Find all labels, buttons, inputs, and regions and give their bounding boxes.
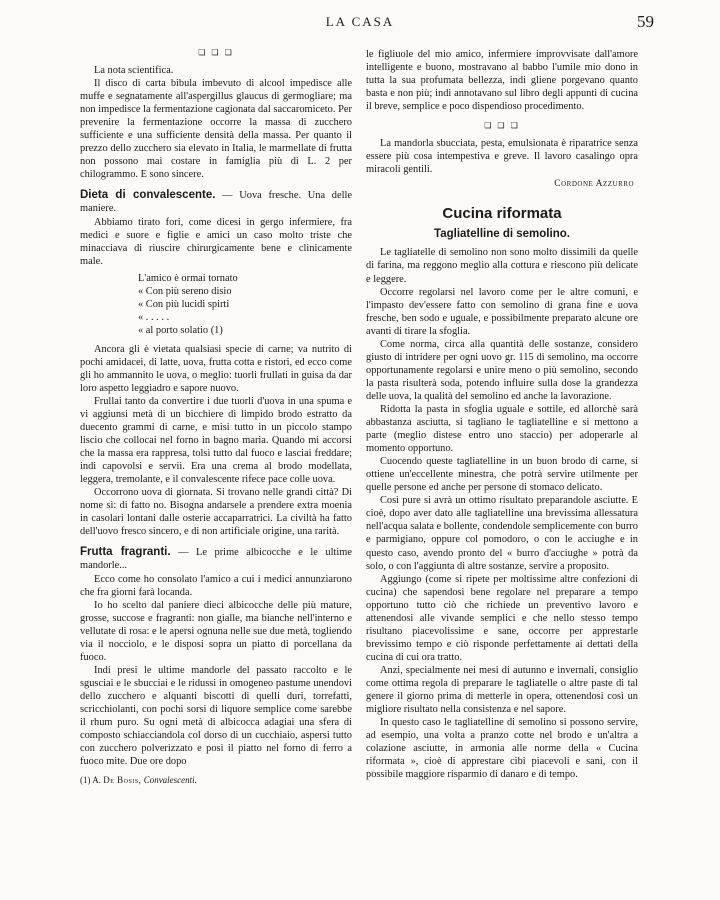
paragraph: Abbiamo tirato fori, come dicesi in gergo infermiere, fra medici e suore e figlie e amici un caso molto triste che minacciava di riuscire chirurgicamente bene e clinicamente male. xyxy=(80,216,352,267)
footnote-title: Convalescenti. xyxy=(143,775,197,786)
paragraph: Cuocendo queste tagliatelline in un buon brodo di carne, si ottiene un'eccellente minestra, che potrà servire utilmente per quelle persone ed anche per persone di stomaco delicato. xyxy=(366,456,638,494)
footnote-number: (1) A. xyxy=(80,775,101,786)
section-dieta xyxy=(80,189,352,538)
section-title: Cucina riformata xyxy=(442,205,562,223)
section-intro: — Le prime albicocche e le ultime mandorle... xyxy=(80,547,352,572)
paragraph: Ridotta la pasta in sfoglia uguale e sottile, ed allorchè sarà abbastanza asciutta, si tagliano le tagliatelline e si mettono a parte (meglio distese entro uno staccio) per adoperarle al momento opportuno. xyxy=(366,403,638,455)
footnote xyxy=(80,774,352,787)
running-title: LA CASA xyxy=(325,14,395,29)
section-heading: Frutta fragranti. xyxy=(80,546,171,559)
paragraph: Aggiungo (come si ripete per moltissime altre confezioni di cucina) che sapendosi bene regolare nel preparare a tempo opportuno tutto ciò che richiede un preventivo lavoro e attenendosi alle vivande semplici e che nello stesso tempo risultano piacevolissime e sane, occorre per apprestarle brevissimo tempo e ciò risponde perfettamente ai dettati della cucina di cui ora tratto. xyxy=(366,573,638,663)
paragraph: Occorrono uova di giornata. Si trovano nelle grandi città? Di nome sì: di fatto no. Bisogna andarsele a prendere extra moenia in casolari lontani dalle osterie accaparratrici. La civiltà ha fatto dell'uovo fresco sincero, e di non artificiale origine, una rarità. xyxy=(80,487,352,538)
intro-line: La nota scientifica. xyxy=(94,65,174,76)
poem-line: L'amico è ormai tornato xyxy=(138,272,238,284)
paragraph: In questo caso le tagliatelline di semolino si possono servire, ad esempio, una volta a pranzo cotte nel brodo e un'altra a colazione asciutte, in armonia alle norme della « Cucina riformata », cioè di apprestare cibi piacevoli e sani, con il possibile maggiore risparmio di danaro e di tempo. xyxy=(366,717,638,781)
poem-line: « Con più lucidi spirti xyxy=(138,298,230,310)
section-lead xyxy=(80,189,352,215)
right-column xyxy=(366,48,638,781)
poem-quote xyxy=(138,272,352,337)
paragraph: Così pure si avrà un ottimo risultato preparandole asciutte. E cioè, dopo aver dato alle tagliatelline una brevissima allessatura nell'acqua salata e bollente, condendole semplicemente con burro e parmigiano, oppure col pomodoro, o con le acciughe e in questo caso, avendo pronto del « burro d'acciughe » potrà da solo, o con l'aggiunta di altre sostanze, servire a proposito. xyxy=(366,495,638,572)
poem-line: « Con più sereno disio xyxy=(138,285,232,297)
poem-line: « al porto solatio (1) xyxy=(138,324,223,336)
signature: Cordone Azzurro xyxy=(554,179,634,190)
paragraph: Ancora gli è vietata qualsiasi specie di carne; va nutrito di pochi amidacei, di latte, uova, frutta cotta e ristori, ed ecco come gli ho ammannito le uova, o meglio: tuorli frullati in guisa da dar loro aspetto leggiadro e sapore nuovo. xyxy=(80,343,352,394)
paragraph: Frullai tanto da convertire i due tuorli d'uova in una spuma e vi aggiunsi metà di un bicchiere di limpido brodo estratto da duecento grammi di carne, e misi tutto in un piccolo stampo liscio che collocai nel forno in bagno maria. Quando mi accorsi che la massa era rappresa, tolsi tutto dal fuoco e lasciai freddare; indi capovolsi e servii. Era una crema al brodo modellata, leggera, tremolante, e il convalescente rifece pace colle uova. xyxy=(80,395,352,486)
page-number: 59 xyxy=(637,12,654,31)
paragraph: Indi presi le ultime mandorle del passato raccolto e le sgusciai e le sbucciai e le ridussi in omogeneo pastume unendovi dello zucchero e alquanti biscotti di quelli duri, torrefatti, scricchiolanti, con pochi sorsi di liquore semplice come sarebbe il rhum puro. Su ogni metà di albicocca adagiai una sfera di composto schiacciandola col dorso di un cucchiaio, aspersi tutto con zucchero polverizzato e posi il piatto nel forno di ferro a fuoco mite. Due ore dopo xyxy=(80,664,352,768)
paragraph: Anzi, specialmente nei mesi di autunno e invernali, consiglio come ottima regola di preparare le tagliatelle o altre paste di tal genere il giorno prima di metterle in opera, ottenendosi così un migliore risultato nella consistenza e nel sapore. xyxy=(366,664,638,716)
section-intro: — Uova fresche. Una delle maniere. xyxy=(80,190,352,215)
section-heading: Dieta di convalescente. xyxy=(80,189,216,202)
left-column xyxy=(80,48,352,787)
paragraph: le figliuole del mio amico, infermiere improvvisate dall'amore intelligente e buono, mostravano al babbo l'umile mio dono in tutta la sua profumata bellezza, indi gliene porgevano quanto basta e non più; indi annotavano sul libro degli appunti di cucina il breve, semplice e poco dispendioso procedimento. xyxy=(366,49,638,113)
section-frutta xyxy=(80,546,352,768)
ornament-divider: ❏ ❏ ❏ xyxy=(484,121,520,131)
paragraph: Come norma, circa alla quantità delle sostanze, considero giusto di intridere per ogni uovo gr. 115 di semolino, ma occorre opportunamente regolarsi e unire meno o più semolino, secondo la pasta risulterà soda, potendo influire sulla dose la grandezza delle uova, la qualità del semolino ed anche la lavorazione. xyxy=(366,338,638,402)
ornament-divider: ❏ ❏ ❏ xyxy=(198,48,234,57)
paragraph: Occorre regolarsi nel lavoro come per le altre comuni, e l'impasto dev'essere fatto con semolino di grana fine e uova fresche, ben sodo e uguale, e possibilmente preparato alcune ore avanti di tirare la sfoglia. xyxy=(366,286,638,337)
paragraph: Le tagliatelle di semolino non sono molto dissimili da quelle di farina, ma reggono meglio alla cottura e riescono più delicate e leggere. xyxy=(366,247,638,285)
poem-line: « . . . . . xyxy=(138,311,170,323)
footnote-author: De Bosis, xyxy=(103,775,142,786)
section-lead xyxy=(80,546,352,572)
paragraph: Io ho scelto dal paniere dieci albicocche delle più mature, grosse, succose e fragranti: non gialle, ma bianche nell'interno e vellutate di rosa: e le apersi ognuna nelle sue due metà, togliendo via il nocciolo, e le disposi sopra un piatto di porcellana da fuoco. xyxy=(80,599,352,663)
recipe-title: Tagliatelline di semolino. xyxy=(434,228,570,241)
page-header xyxy=(0,12,720,34)
paragraph: Ecco come ho consolato l'amico a cui i medici annunziarono che fra giorni farà locanda. xyxy=(80,573,352,598)
paragraph: Il disco di carta bibula imbevuto di alcool impedisce alle muffe e segnatamente all'aspergillus glaucus di germogliare; ma non impedisce la fermentazione cagionata dal saccaromiceto. Per prevenire la fermentazione occorre la massa di zucchero sufficiente e una sufficiente densità della massa. Per quanto il prezzo dello zucchero sia elevato in Italia, le marmellate di frutta non possono mai costare in famiglia più di L. 2 per chilogrammo. E sono sincere. xyxy=(80,78,352,181)
paragraph: La mandorla sbucciata, pesta, emulsionata è riparatrice senza essere più cosa intempestiva e greve. Il lavoro casalingo opra miracoli gentili. xyxy=(366,138,638,176)
